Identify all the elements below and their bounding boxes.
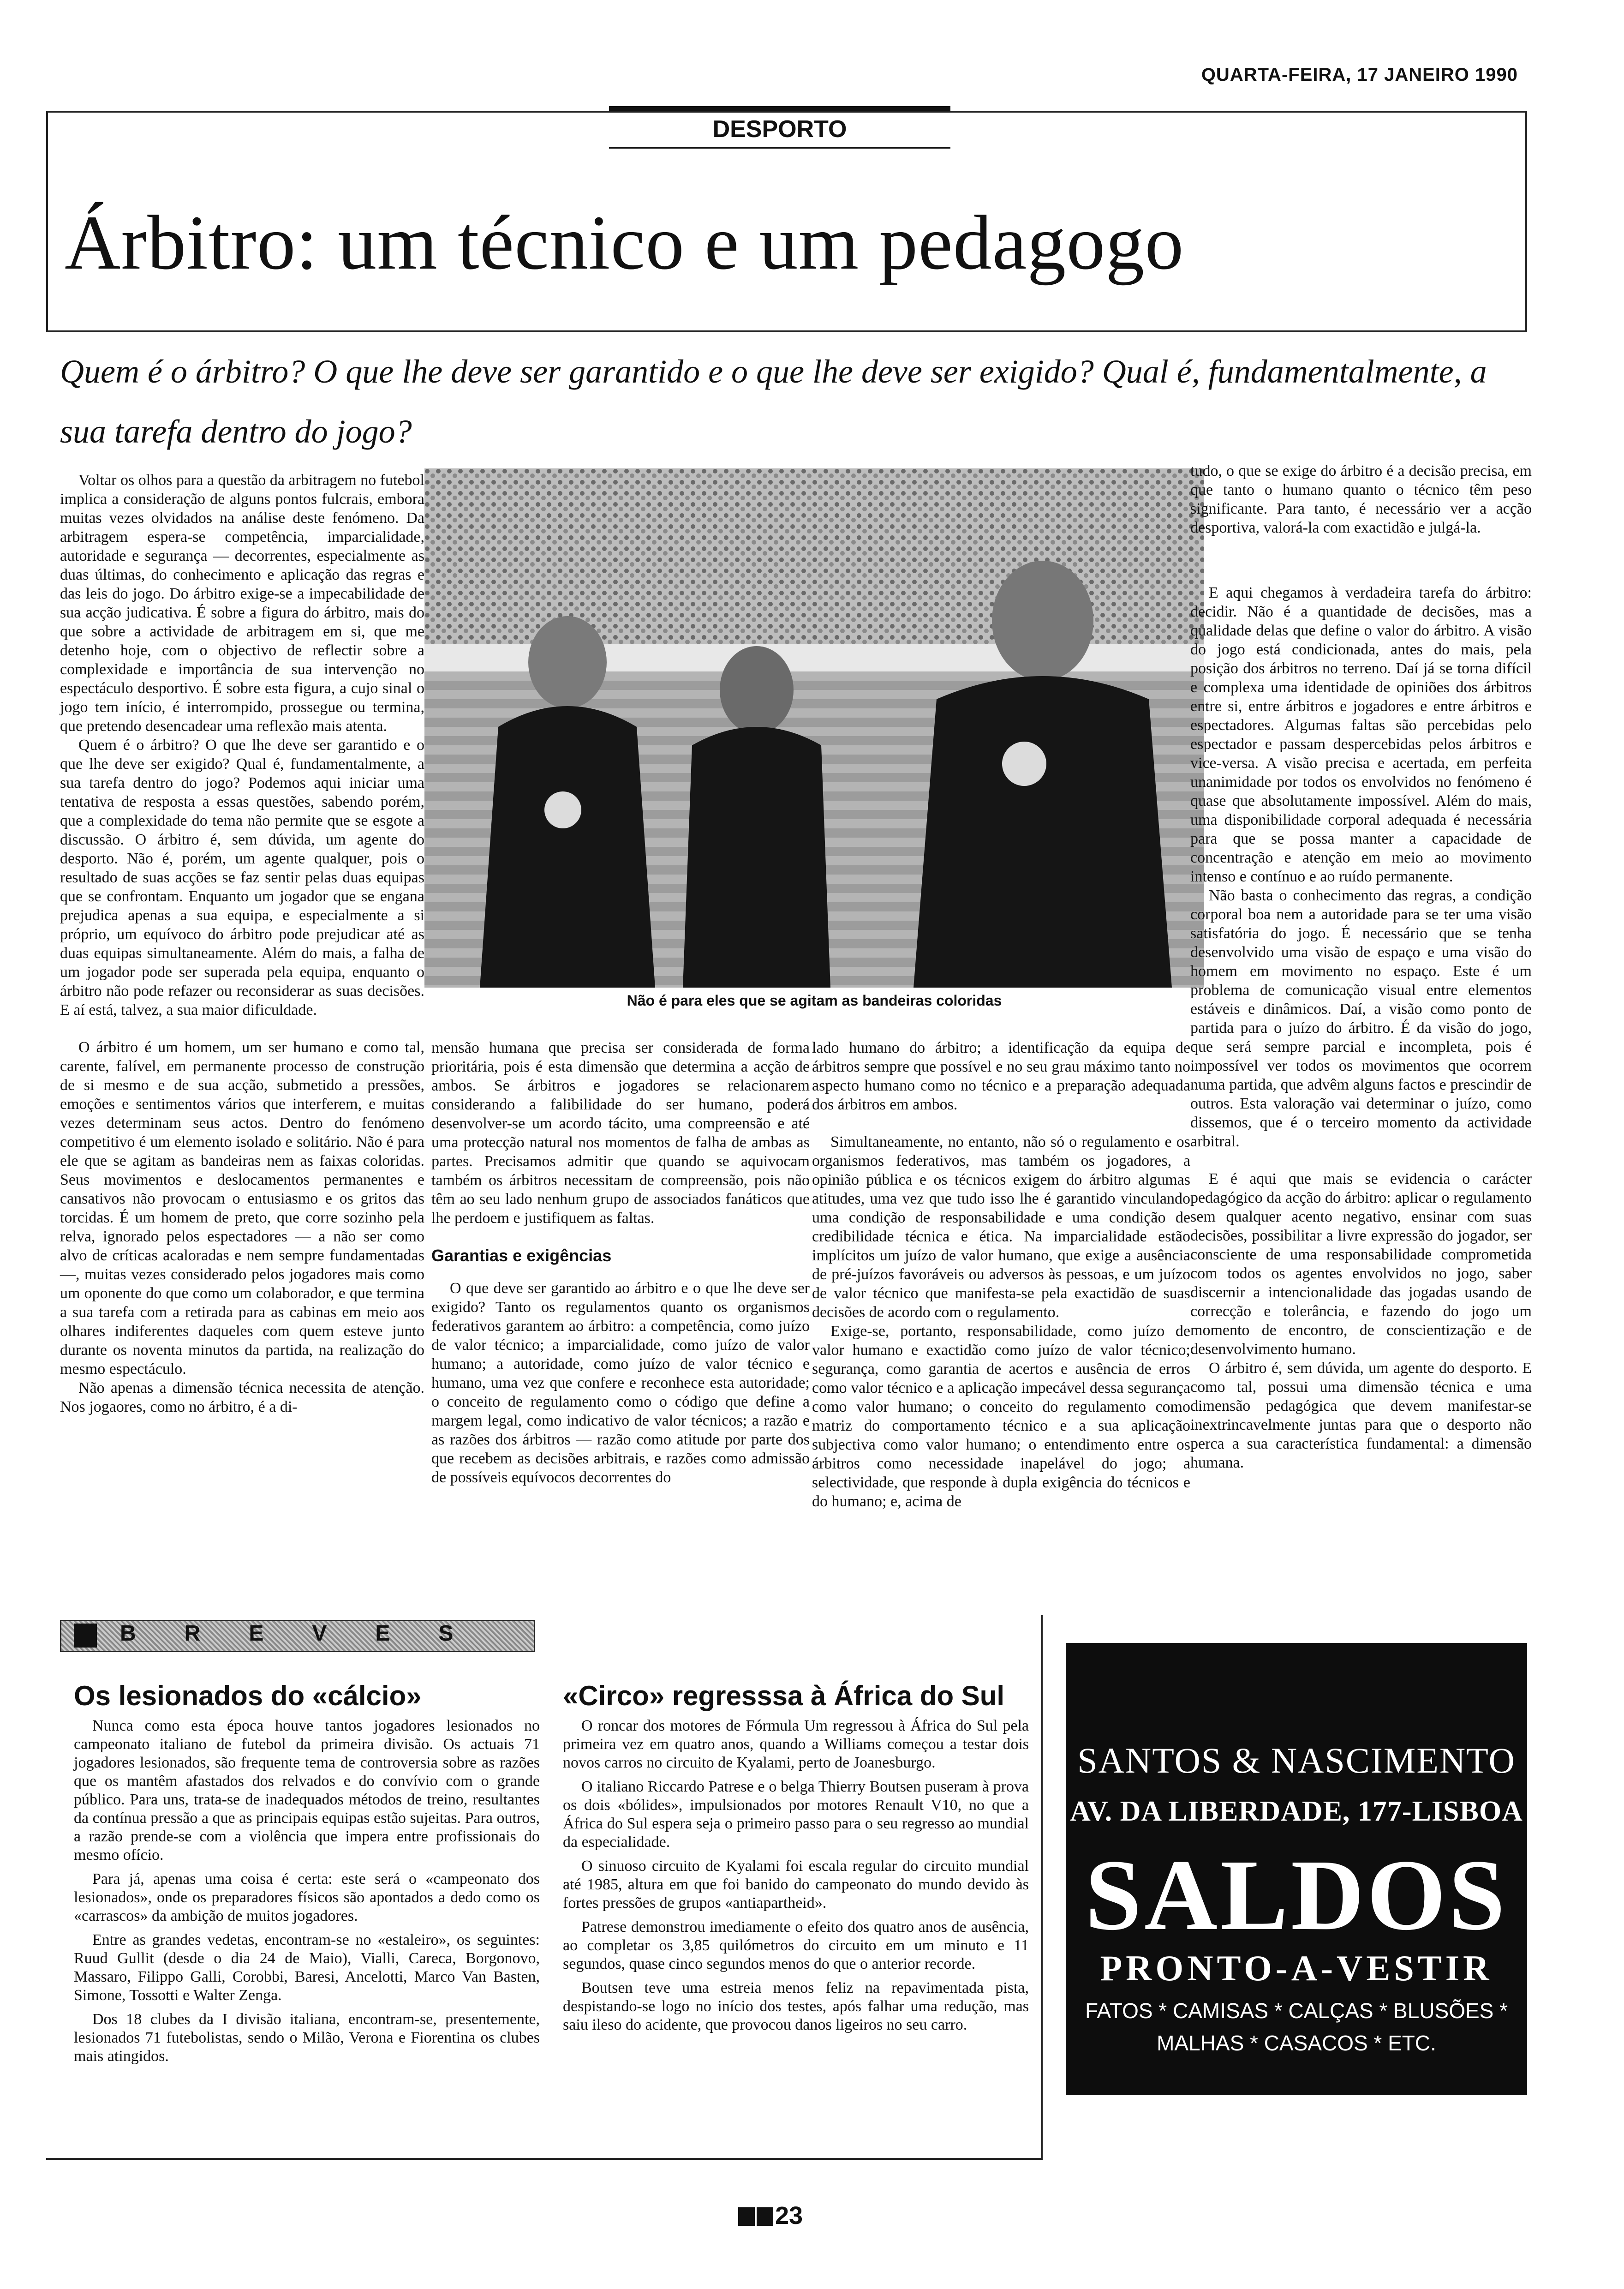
page-number-value: 23 bbox=[775, 2202, 803, 2229]
ad-items-1: FATOS * CAMISAS * CALÇAS * BLUSÕES * bbox=[1085, 1999, 1508, 2023]
paragraph: Quem é o árbitro? O que lhe deve ser garantido e o que lhe deve ser exigido? Qual é, fundamentalmente, a sua tarefa dentro do jogo? Podemos aqui iniciar uma tentativa de resposta a essas questões, sabendo porém, que a complexidade do tema não permite que se esgote a discussão. O árbitro é, sem dúvida, um agente do desporto. Não é, porém, um agente qualquer, pois o resultado de suas acções se faz sentir pelas duas equipas que se confrontam. Enquanto um jogador que se engana prejudica apenas a sua equipa, e especialmente a si próprio, um equívoco do árbitro pode prejudicar até as duas equipas simultaneamente. Além do mais, a falha de um jogador pode ser superada pela equipa, enquanto o árbitro não pode refazer ou reconsiderar as suas decisões. E aí está, talvez, a sua maior dificuldade. bbox=[60, 737, 424, 1019]
ad-subheadline: PRONTO-A-VESTIR bbox=[1100, 1948, 1493, 1988]
paragraph: Voltar os olhos para a questão da arbitragem no futebol implica a consideração de alguns pontos fulcrais, embora muitas vezes olvidados na análise deste fenómeno. Da arbitragem espera-se competência, imparcialidade, autoridade e segurança — decorrentes, especialmente as duas últimas, do conhecimento e aplicação das regras e das leis do jogo. Do árbitro exige-se a impecabilidade de sua acção judicativa. É sobre a figura do árbitro, mais do que sobre a actividade de arbitragem em si, que me detenho hoje, com o objectivo de reflectir sobre a complexidade e importância de sua intervenção no espectáculo desportivo. É sobre esta figura, a cujo sinal o jogo tem início, é interrompido, prossegue ou termina, que pretendo desencadear uma reflexão mais atenta. bbox=[60, 472, 424, 735]
referees-photo bbox=[424, 468, 1204, 988]
paragraph: Patrese demonstrou imediamente o efeito dos quatro anos de ausência, ao completar os 3,85 quilómetros do circuito em um minuto e 11 segundos, quase cinco segundos menos do que o anterior recorde. bbox=[563, 1918, 1029, 1972]
paragraph: O sinuoso circuito de Kyalami foi escala regular do circuito mundial até 1985, altura em que foi banido do campeonato do mundo devido às fortes pressões de grupos «antiapartheid». bbox=[563, 1858, 1029, 1911]
paragraph: O italiano Riccardo Patrese e o belga Thierry Boutsen puseram à prova os dois «bólides», impulsionados por motores Renault V10, no que a África do Sul espera seja o primeiro passo para o seu regresso ao mundial da especialidade. bbox=[563, 1778, 1029, 1851]
newspaper-logo-icon bbox=[757, 2207, 773, 2226]
ad-items-2: MALHAS * CASACOS * ETC. bbox=[1157, 2031, 1436, 2055]
article-column-1 bbox=[60, 471, 424, 1416]
section-rule bbox=[609, 106, 950, 111]
breves-marker bbox=[74, 1624, 97, 1648]
section-underline bbox=[609, 147, 950, 149]
breve-story-2 bbox=[563, 1717, 1029, 2040]
paragraph: Não basta o conhecimento das regras, a condição corporal boa nem a autoridade para se ter uma visão satisfatória do jogo. É necessário que se tenha desenvolvido uma visão de espaço e uma visão do homem em movimento no espaço. Este é um problema de comunicação visual entre elementos estáveis e dinâmicos. Daí, a visão como ponto de partida para o juízo do árbitro. É da visão do jogo, que será sempre parcial e incompleta, pois é impossível ver todos os movimentos que ocorrem numa partida, que advêm alguns factos e prescindir de outros. Esta valoração vai determinar o juízo, como dissemos, que é o terceiro momento da actividade arbitral. bbox=[1190, 887, 1532, 1150]
paragraph: tudo, o que se exige do árbitro é a decisão precisa, em que tanto o humano quanto o técnico têm peso significante. Para tanto, é necessário ver a acção desportiva, valorá-la com exactidão e julgá-la. bbox=[1190, 462, 1532, 536]
breve-story-1 bbox=[74, 1717, 540, 2071]
paragraph: Exige-se, portanto, responsabilidade, como juízo de valor humano e exactidão como juízo de valor técnico; segurança, como garantia de acertos e ausência de erros como valor técnico e a aplicação impecável dessa segurança como valor humano; o conceito do regulamento como matriz do comportamento técnico e a sua aplicação subjectiva como valor humano; o entendimento entre os árbitros como necessidade inapelável do jogo; a selectividade, que responde à dupla exigência do técnicos e do humano; e, acima de bbox=[812, 1323, 1190, 1510]
breve-title-1: Os lesionados do «cálcio» bbox=[74, 1680, 422, 1711]
article-column-3 bbox=[812, 1038, 1190, 1511]
breve-title-2: «Circo» regresssa à África do Sul bbox=[563, 1680, 1005, 1711]
subheading: Garantias e exigências bbox=[431, 1246, 612, 1265]
paragraph: Boutsen teve uma estreia menos feliz na repavimentada pista, despistando-se logo no início dos testes, após falhar uma redução, mas saiu ileso do acidente, que provocou danos ligeiros no seu carro. bbox=[563, 1979, 1029, 2033]
section-label: DESPORTO bbox=[712, 116, 847, 143]
advertisement bbox=[1066, 1643, 1527, 2095]
photo-caption: Não é para eles que se agitam as bandeiras coloridas bbox=[627, 992, 1002, 1009]
paragraph: O que deve ser garantido ao árbitro e o que lhe deve ser exigido? Tanto os regulamentos quanto os organismos federativos garantem ao árbitro: a competência, como juízo de valor técnico; a imparcialidade, como juízo de valor humano; a autoridade, como juízo de valor técnico e humano, uma vez que confere e reconhece esta autoridade; o conceito de regulamento como o código que define a margem legal, como indicativo de valor técnicos; a razão e as razões dos árbitros — razão como atitude por parte dos que recebem as decisões arbitrais, e razões como admissão de possíveis equívocos decorrentes do bbox=[431, 1280, 810, 1486]
paragraph: Dos 18 clubes da I divisão italiana, encontram-se, presentemente, lesionados 71 futebolistas, sendo o Milão, Verona e Fiorentina os clubes mais atingidos. bbox=[74, 2011, 540, 2065]
paragraph: Para já, apenas uma coisa é certa: este será o «campeonato dos lesionados», onde os preparadores físicos são apontados a dedo como os «carrascos» da ambição de muitos jogadores. bbox=[74, 1870, 540, 1924]
paragraph: Simultaneamente, no entanto, não só o regulamento e os organismos federativos, mas também os jogadores, a opinião pública e os técnicos exigem do árbitro algumas atitudes, uma vez que tudo isso lhe é garantido vinculando uma condição de responsabilidade e uma condição de credibilidade técnica e ética. Na imparcialidade estão implícitos um juízo de valor humano, que exige a ausência de pré-juízos favoráveis ou adversos às pessoas, e um juízo de valor técnico que manifesta-se pela exactidão de suas decisões de acordo com o regulamento. bbox=[812, 1133, 1190, 1321]
paragraph: mensão humana que precisa ser considerada de forma prioritária, pois é esta dimensão que determina a acção de ambos. Se árbitros e jogadores se relacionarem considerando a falibilidade do ser humano, poderá desenvolver-se um acordo tácito, uma compreensão e até uma protecção natural nos momentos de falha de ambas as partes. Precisamos admitir que quando se aquivocam também os árbitros necessitam de compreensão, pois não têm ao seu lado nenhum grupo de associados fanáticos que lhe perdoem e justifiquem as faltas. bbox=[431, 1039, 810, 1227]
paragraph: O árbitro é, sem dúvida, um agente do desporto. E como tal, possui uma dimensão técnica e uma dimensão pedagógica que devem manifestar-se inextrincavelmente juntas para que o desporto não perca a sua característica fundamental: a dimensão humana. bbox=[1190, 1360, 1532, 1471]
paragraph: lado humano do árbitro; a identificação da equipa de árbitros sempre que possível e no seu grau máximo tanto no aspecto humano como no técnico e a preparação adequada dos árbitros em ambos. bbox=[812, 1039, 1190, 1113]
headline: Árbitro: um técnico e um pedagogo bbox=[65, 200, 1184, 286]
paragraph: O árbitro é um homem, um ser humano e como tal, carente, falível, em permanente processo de construção de si mesmo e de sua acção, submetido a pressões, emoções e sentimentos vários que interferem, e muitas vezes determinam seus actos. Dentro do fenómeno competitivo é um elemento isolado e solitário. Não é para ele que se agitam as bandeiras nem as faixas coloridas. Seus movimentos e deslocamentos permanentes e cansativos não provocam o entusiasmo e os gritos das torcidas. É um homem de preto, que corre sozinho pela relva, ignorado pelos espectadores — a não ser como alvo de críticas acaloradas e nem sempre fundamentadas —, muitas vezes considerado pelos jogadores mais como um oponente do que como um colaborador, e que termina a sua tarefa com a retirada para as cabinas em meio aos olhares indiferentes daqueles com quem esteve junto durante os noventa minutos da partida, na realização do mesmo espectáculo. bbox=[60, 1039, 424, 1378]
ad-headline: SALDOS bbox=[1085, 1839, 1508, 1951]
paragraph: Nunca como esta época houve tantos jogadores lesionados no campeonato italiano de futebol da primeira divisão. Os actuais 71 jogadores lesionados, são frequente tema de controversia sobre as razões que os mantêm afastados dos relvados e do convívio com o grande público. Para uns, trata-se de inadequados métodos de treino, resultantes da contínua pressão a que as principais equipas estão sujeitas. Para outros, a razão prende-se com a violência que impera entre profissionais do mesmo ofício. bbox=[74, 1717, 540, 1864]
page-number bbox=[738, 2201, 803, 2230]
article-column-2 bbox=[431, 1038, 810, 1487]
dateline: QUARTA-FEIRA, 17 JANEIRO 1990 bbox=[1201, 65, 1518, 85]
lead-text: Quem é o árbitro? O que lhe deve ser garantido e o que lhe deve ser exigido? Qual é, fundamentalmente, a sua tarefa dentro do jogo? bbox=[60, 353, 1487, 450]
breves-label: BREVES bbox=[120, 1621, 502, 1646]
paragraph: E é aqui que mais se evidencia o carácter pedagógico da acção do árbitro: aplicar o regulamento sem qualquer acento negativo, ensinar com suas decisões, possibilitar a livre expressão do jogador, ser consciente de uma responsabilidade comprometida com todos os agentes envolvidos no jogo, saber discernir a intencionalidade das jogadas usando de correcção e tolerância, e fazendo do jogo um momento de encontro, de conscientização e de desenvolvimento humano. bbox=[1190, 1170, 1532, 1358]
article-column-4 bbox=[1190, 461, 1532, 1472]
ad-address: AV. DA LIBERDADE, 177-LISBOA bbox=[1070, 1796, 1523, 1827]
ad-brand: SANTOS & NASCIMENTO bbox=[1077, 1740, 1516, 1780]
newspaper-logo-icon bbox=[738, 2207, 755, 2226]
paragraph: Entre as grandes vedetas, encontram-se no «estaleiro», os seguintes: Ruud Gullit (desde o dia 24 de Maio), Vialli, Careca, Borgonovo, Massaro, Filippo Galli, Corobbi, Baresi, Ancelotti, Marco Van Basten, Simone, Tossotti e Walter Zenga. bbox=[74, 1931, 540, 2004]
paragraph: Não apenas a dimensão técnica necessita de atenção. Nos jogaores, como no árbitro, é a di- bbox=[60, 1379, 424, 1415]
paragraph: O roncar dos motores de Fórmula Um regressou à África do Sul pela primeira vez em quatro anos, quando a Williams começou a testar dois novos carros no circuito de Kyalami, perto de Joanesburgo. bbox=[563, 1717, 1029, 1771]
paragraph: E aqui chegamos à verdadeira tarefa do árbitro: decidir. Não é a quantidade de decisões, mas a qualidade delas que define o valor do árbitro. A visão do jogo está condicionada, antes do mais, pela posição dos árbitros no terreno. Daí já se torna difícil e complexa uma identidade de opiniões dos árbitros entre si, entre árbitros e jogadores e entre árbitros e espectadores. Algumas faltas são percebidas pelo espectador e passam despercebidas pelos árbitros e vice-versa. A visão precisa e acertada, em perfeita unanimidade por todos os envolvidos no fenómeno é quase que absolutamente impossível. Além do mais, uma disponibilidade corporal adequada é necessária para que se possa manter a capacidade de concentração e atenção em meio ao movimento intenso e contínuo e ao ruído permanente. bbox=[1190, 584, 1532, 885]
